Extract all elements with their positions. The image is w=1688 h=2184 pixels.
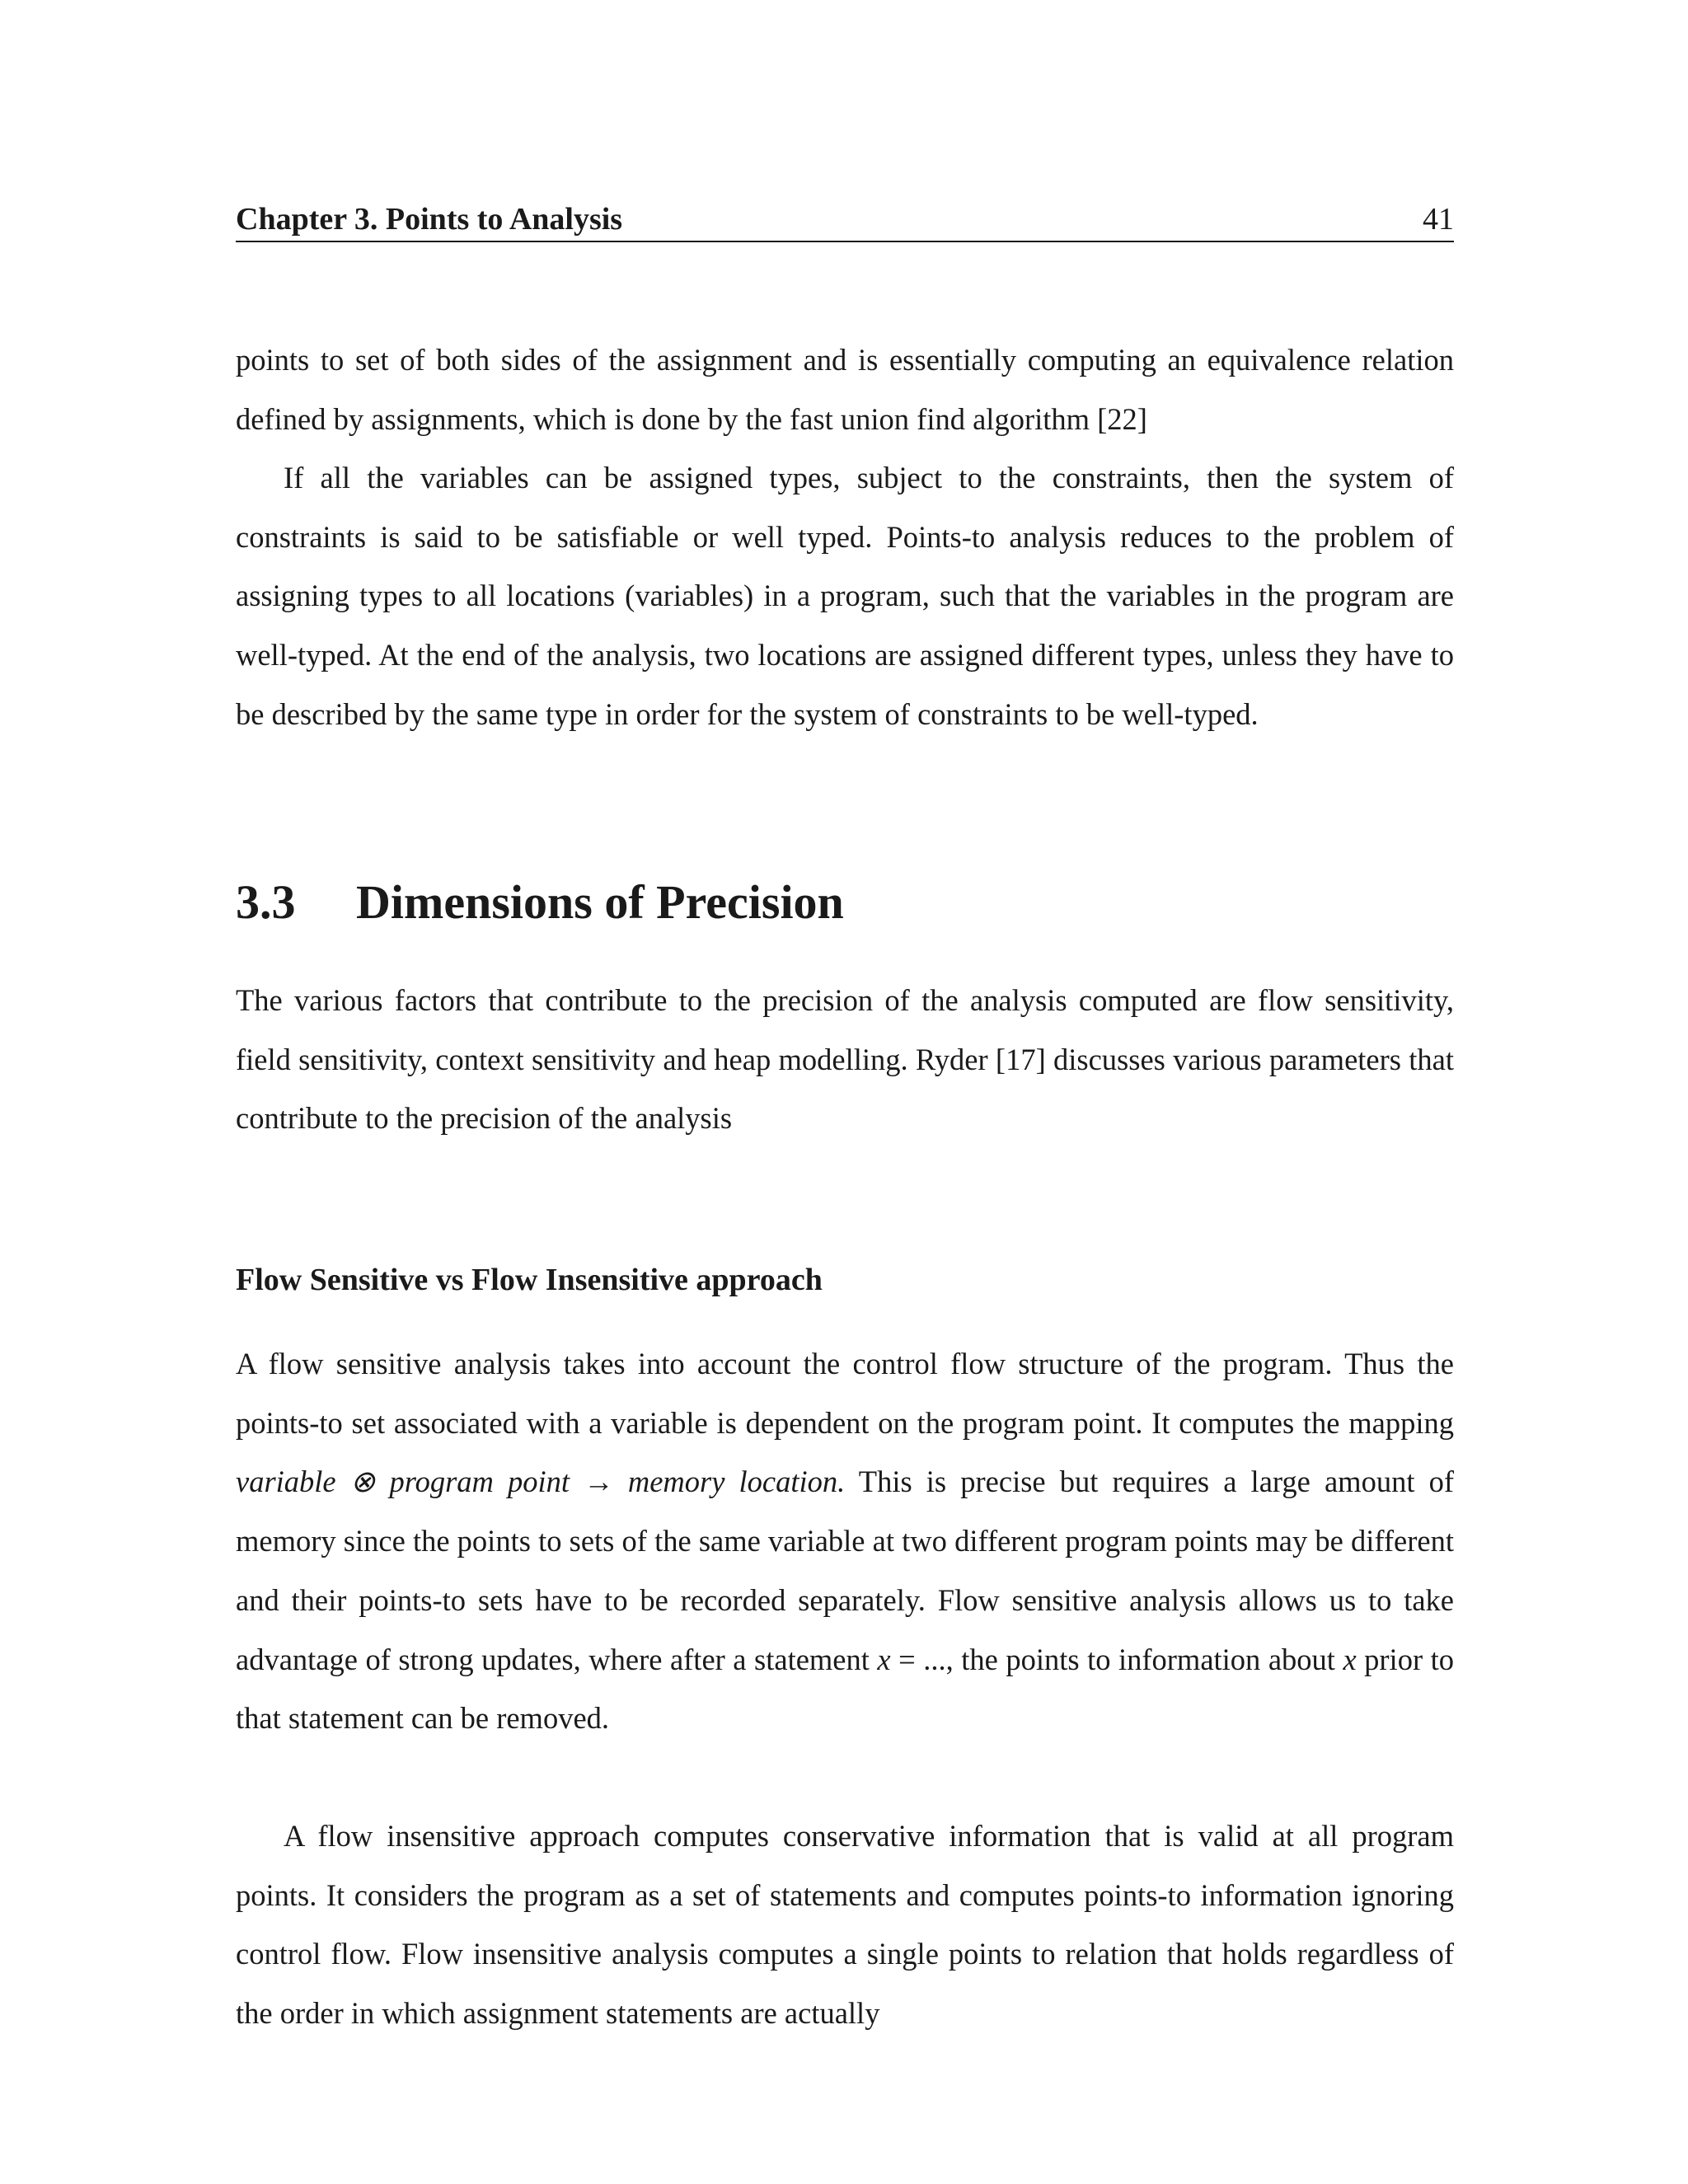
body-paragraph-1: points to set of both sides of the assignment and is essentially computing an equivalence relation defined by assignments, which is done by the fast union find algorithm [22] (236, 343, 1454, 436)
running-header (236, 198, 1454, 242)
section-intro-paragraph: The various factors that contribute to the precision of the analysis computed are flow sensitivity, field sensitivity, context sensitivity and heap modelling. Ryder [17] discusses various parameters that contribute to the precision of the analysis (236, 983, 1454, 1136)
subsection-p1-text-c: = ..., the points to information about (890, 1642, 1343, 1676)
chapter-title: Chapter 3. Points to Analysis (236, 202, 623, 237)
variable-x: x (877, 1642, 891, 1676)
variable-x-2: x (1343, 1642, 1357, 1676)
subsection-heading: Flow Sensitive vs Flow Insensitive approach (236, 1263, 823, 1297)
subsection-paragraph-1 (236, 1334, 1454, 1748)
section-title: Dimensions of Precision (356, 875, 844, 929)
subsection-p1-text-d: prior to that statement can be removed. (236, 1642, 1455, 1736)
section-heading (236, 869, 844, 935)
document-page (236, 0, 1454, 2184)
body-paragraph-2: If all the variables can be assigned types, subject to the constraints, then the system of constraints is said to be satisfiable or well typed. Points-to analysis reduces to the problem of assigning types to all locations (variables) in a program, such that the variables in the program are well-typed. At the end of the analysis, two locations are assigned different types, unless they have to be described by the same type in order for the system of constraints to be well-typed. (236, 461, 1454, 731)
page-number: 41 (1423, 202, 1454, 237)
subsection-p1-text-a: A flow sensitive analysis takes into account the control flow structure of the program. Thus the points-to set associated with a variable is dependent on the program point. It computes the mapping (236, 1347, 1454, 1440)
subsection-p1-text-b: This is precise but requires a large amount of memory since the points to sets of the same variable at two different program points may be different and their points-to sets have to be recorded separately. Flow sensitive analysis allows us to take advantage of strong updates, where after a statement (236, 1465, 1454, 1676)
section-number: 3.3 (236, 875, 296, 929)
mapping-formula: variable ⊗ program point → memory location. (236, 1465, 846, 1499)
subsection-paragraph-2: A flow insensitive approach computes conservative information that is valid at all program points. It considers the program as a set of statements and computes points-to information ignoring control flow. Flow insensitive analysis computes a single points to relation that holds regardless of the order in which assignment statements are actually (236, 1819, 1454, 2031)
